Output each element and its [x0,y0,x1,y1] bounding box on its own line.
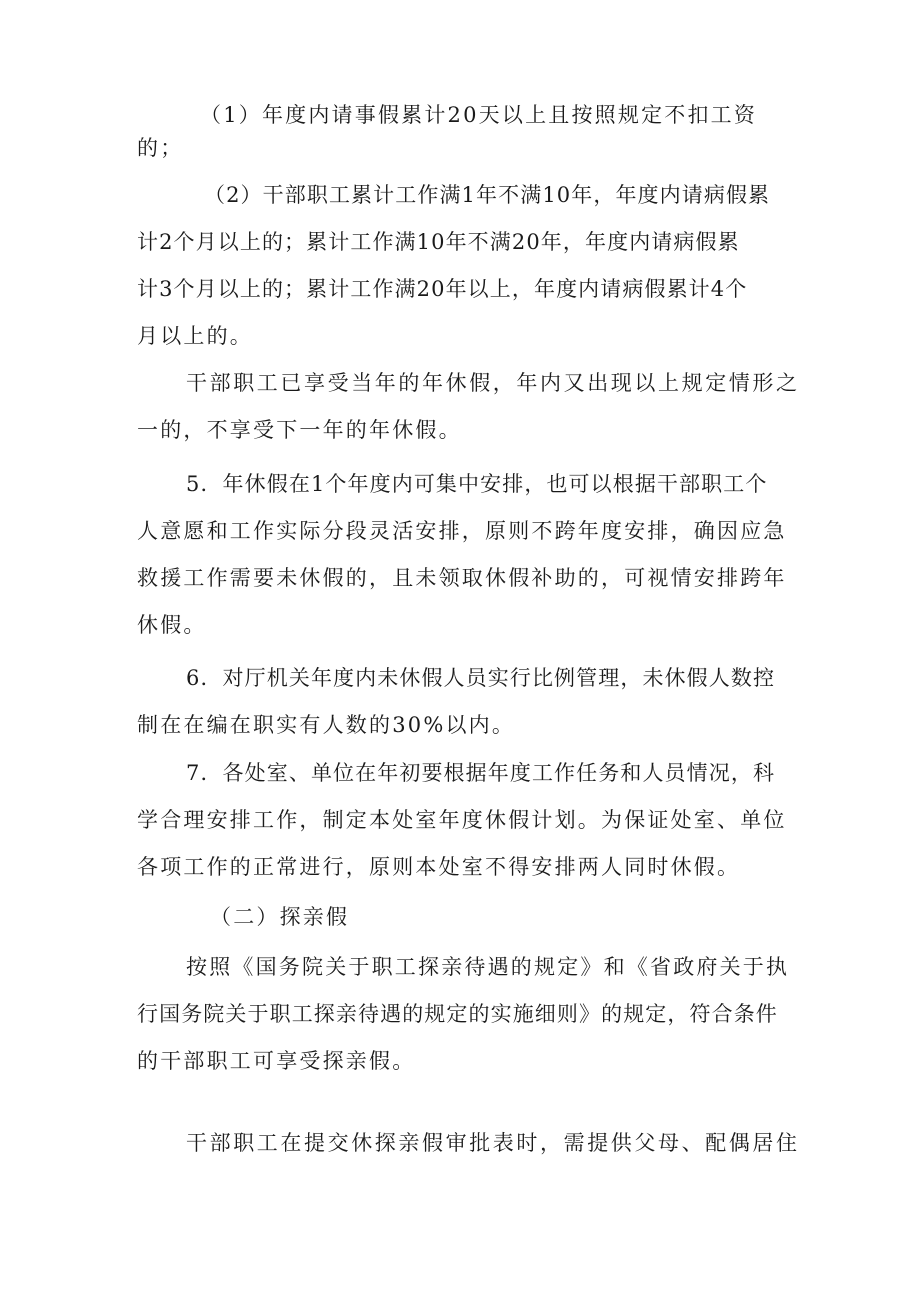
section-heading-family-leave: （二）探亲假 [210,905,350,929]
text-line-15: 7．各处室、单位在年初要根据年度工作任务和人员情况，科 [186,761,776,785]
text-line-20: 行国务院关于职工探亲待遇的规定的实施细则》的规定，符合条件 [137,1002,778,1026]
text-line-14: 制在在编在职实有人数的30%以内。 [137,713,516,737]
text-line-13: 6．对厅机关年度内未休假人员实行比例管理，未休假人数控 [186,666,776,690]
text-line-9: 5．年休假在1个年度内可集中安排，也可以根据干部职工个 [186,472,768,496]
text-line-6: 月以上的。 [137,324,253,348]
text-line-11: 救援工作需要未休假的，且未领取休假补助的，可视情安排跨年 [137,566,787,590]
text-line-19: 按照《国务院关于职工探亲待遇的规定》和《省政府关于执 [186,955,790,979]
text-line-1: （1）年度内请事假累计20天以上且按照规定不扣工资 [200,103,758,127]
text-line-5: 计3个月以上的；累计工作满20年以上，年度内请病假累计4个 [137,277,748,301]
text-line-3: （2）干部职工累计工作满1年不满10年，年度内请病假累 [204,183,771,207]
text-line-17: 各项工作的正常进行，原则本处室不得安排两人同时休假。 [137,855,741,879]
text-line-7: 干部职工已享受当年的年休假，年内又出现以上规定情形之 [186,371,800,395]
text-line-8: 一的，不享受下一年的年休假。 [137,418,462,442]
text-line-10: 人意愿和工作实际分段灵活安排，原则不跨年度安排，确因应急 [137,519,787,543]
text-line-16: 学合理安排工作，制定本处室年度休假计划。为保证处室、单位 [137,808,787,832]
text-line-2: 的； [137,136,184,160]
text-line-4: 计2个月以上的；累计工作满10年不满20年，年度内请病假累 [137,230,740,254]
text-line-22: 干部职工在提交休探亲假审批表时，需提供父母、配偶居住 [186,1131,800,1155]
text-line-12: 休假。 [137,613,207,637]
text-line-21: 的干部职工可享受探亲假。 [137,1049,416,1073]
